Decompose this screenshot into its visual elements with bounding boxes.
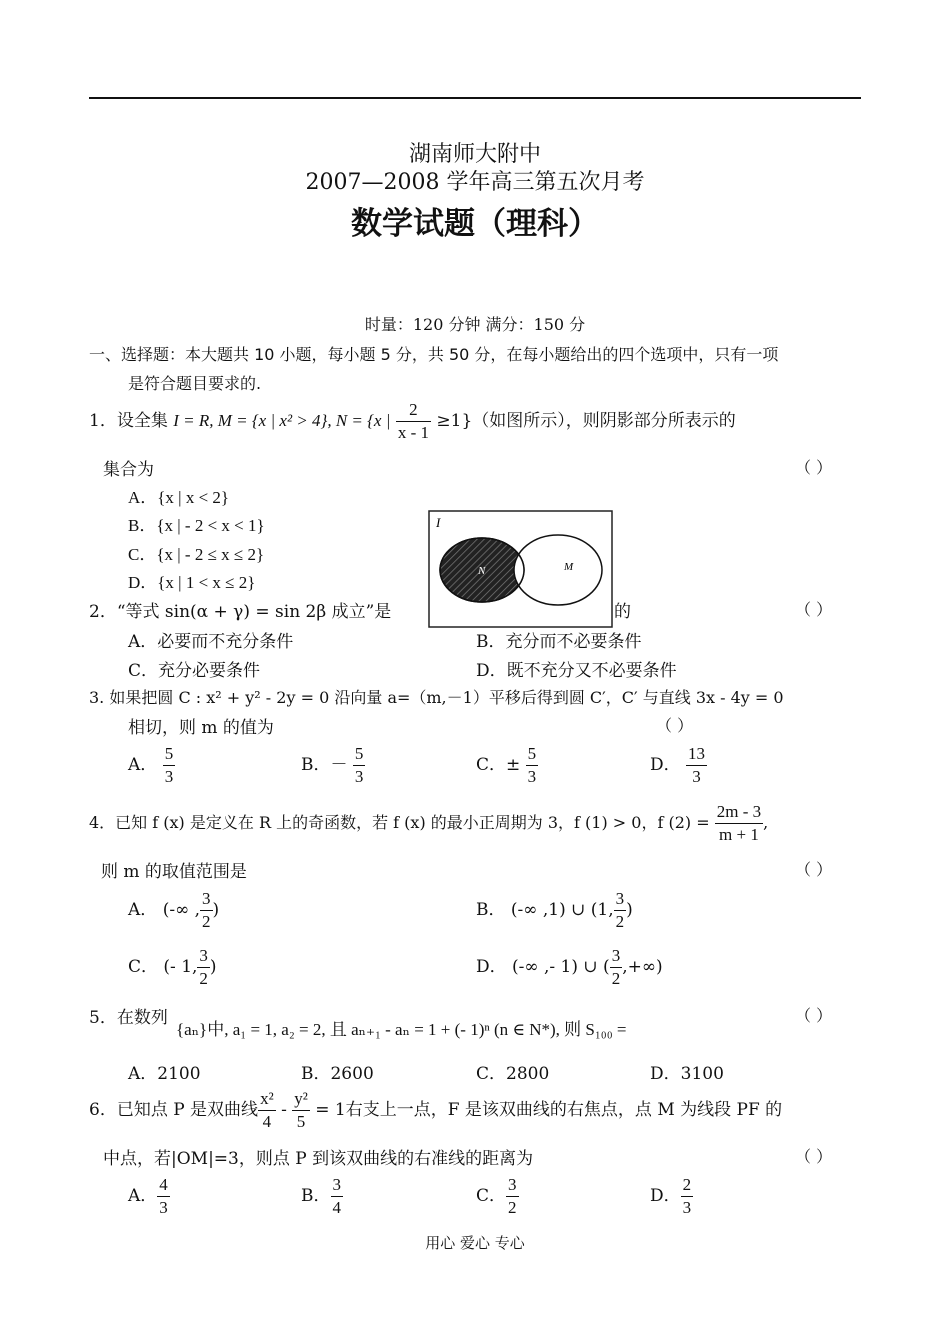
fraction: $\frac{3}{2}$ — [199, 946, 208, 988]
fraction: $\frac{3}{2}$ — [611, 946, 621, 988]
option-d: D． $\frac{13}{3}$ — [650, 744, 706, 786]
option-b: B．充分而不必要条件 — [476, 632, 642, 652]
option-b: B．－ $\frac{5}{3}$ — [301, 744, 364, 786]
option-a: A．2100 — [128, 1064, 201, 1084]
option-a: A． (-∞ , $\frac{3}{2}$ ) — [128, 889, 220, 931]
option-a: A． $\frac{4}{3}$ — [128, 1175, 168, 1217]
option-b: B．{x | - 2 < x < 1} — [128, 516, 265, 535]
question-2-tail: 的 — [614, 602, 631, 622]
option-a: A．{x | x < 2} — [128, 488, 230, 507]
fraction: $\frac{3}{2}$ — [615, 889, 625, 931]
question-3-stem: 3. 如果把圆 C : x² + y² - 2y = 0 沿向量 a=（m,－1）平移后得到圆 C′，C′ 与直线 3x - 4y = 0 — [89, 688, 784, 707]
question-6-cont: 中点，若|OM|=3，则点 P 到该双曲线的右准线的距离为 — [103, 1149, 534, 1169]
question-4-stem: 4．已知 f (x) 是定义在 R 上的奇函数，若 f (x) 的最小正周期为 3，f (1) > 0，f (2) = $\frac{2m - 3}{m + 1}$ , — [89, 802, 769, 844]
question-4-cont: 则 m 的取值范围是 — [101, 862, 247, 882]
question-1-stem: 1．设全集 I = R, M = {x | x² > 4}, N = {x | $\frac{2}{x - 1}$ ≥1}（如图所示），则阴影部分所表示的 — [89, 400, 736, 442]
fraction: $\frac{2}{3}$ — [682, 1175, 692, 1217]
fraction: $\frac{3}{2}$ — [202, 889, 211, 931]
option-d: D．3100 — [650, 1064, 724, 1084]
option-d: D．既不充分又不必要条件 — [476, 661, 677, 681]
answer-paren: （ ） — [795, 860, 833, 879]
option-c: C．± $\frac{5}{3}$ — [476, 744, 537, 786]
answer-paren: （ ） — [795, 1147, 833, 1166]
option-c: C．充分必要条件 — [128, 661, 261, 681]
option-d: D．{x | 1 < x ≤ 2} — [128, 573, 256, 592]
question-6-stem: 6．已知点 P 是双曲线 $\frac{\text{x²}}{4}$ - $\frac{\text{y²}}{5}$ = 1右支上一点，F 是该双曲线的右焦点，点 M 为线段 PF 的 — [89, 1089, 783, 1131]
fraction: $\frac{\text{x²}}{4}$ — [260, 1089, 274, 1131]
question-5-stem: {aₙ}中, a₁ = 1, a₂ = 2, 且 aₙ₊₁ - aₙ = 1 + (- 1)ⁿ (n ∈ N*), 则 S₁₀₀ = — [176, 1020, 627, 1039]
answer-paren: （ ） — [795, 1006, 833, 1025]
page-footer: 用心 爱心 专心 — [425, 1234, 525, 1252]
question-5-num: 5．在数列 — [89, 1008, 168, 1028]
option-d: D． $\frac{2}{3}$ — [650, 1175, 692, 1217]
section-heading-cont: 是符合题目要求的. — [128, 374, 262, 393]
option-a: A． $\frac{5}{3}$ — [128, 744, 174, 786]
option-c: C．{x | - 2 ≤ x ≤ 2} — [128, 545, 265, 564]
answer-paren: （ ） — [656, 716, 694, 735]
fraction: $\frac{13}{3}$ — [688, 744, 706, 786]
fraction: $\frac{4}{3}$ — [159, 1175, 168, 1217]
fraction: $\frac{5}{3}$ — [354, 744, 364, 786]
question-2-stem: 2．“等式 sin(α + γ) = sin 2β 成立”是 — [89, 602, 392, 622]
time-info: 时量：120 分钟 满分：150 分 — [364, 315, 586, 334]
section-heading: 一、选择题：本大题共 10 小题，每小题 5 分，共 50 分，在每小题给出的四个选项中，只有一项 — [89, 345, 779, 364]
fraction: $\frac{3}{4}$ — [332, 1175, 341, 1217]
option-c: C．2800 — [476, 1064, 550, 1084]
option-c: C． $\frac{3}{2}$ — [476, 1175, 517, 1217]
school-name: 湖南师大附中 — [408, 142, 541, 167]
option-d: D． (-∞ ,- 1) ∪ ( $\frac{3}{2}$ ,+∞) — [476, 946, 663, 988]
exam-name: 2007—2008 学年高三第五次月考 — [305, 170, 645, 195]
page-title: 数学试题（理科） — [351, 206, 599, 242]
answer-paren: （ ） — [795, 458, 833, 477]
fraction: $\frac{5}{3}$ — [527, 744, 537, 786]
option-c: C． (- 1, $\frac{3}{2}$ ) — [128, 946, 217, 988]
option-b: B． (-∞ ,1) ∪ (1, $\frac{3}{2}$ ) — [476, 889, 633, 931]
question-1-cont: 集合为 — [103, 460, 154, 480]
fraction: $\frac{5}{3}$ — [164, 744, 174, 786]
option-a: A．必要而不充分条件 — [128, 632, 294, 652]
set-n-label: N — [478, 565, 486, 577]
fraction: $\frac{2}{x - 1}$ — [397, 400, 429, 442]
option-b: B． $\frac{3}{4}$ — [301, 1175, 341, 1217]
top-rule — [89, 97, 861, 99]
option-b: B．2600 — [301, 1064, 374, 1084]
answer-paren: （ ） — [795, 600, 833, 619]
set-m-label: M — [564, 561, 574, 573]
venn-diagram — [428, 510, 613, 628]
set-i-label: I — [436, 515, 441, 530]
fraction: $\frac{\text{y²}}{5}$ — [294, 1089, 308, 1131]
fraction: $\frac{2m - 3}{m + 1}$ — [716, 802, 762, 844]
question-3-cont: 相切，则 m 的值为 — [128, 718, 274, 738]
fraction: $\frac{3}{2}$ — [508, 1175, 517, 1217]
